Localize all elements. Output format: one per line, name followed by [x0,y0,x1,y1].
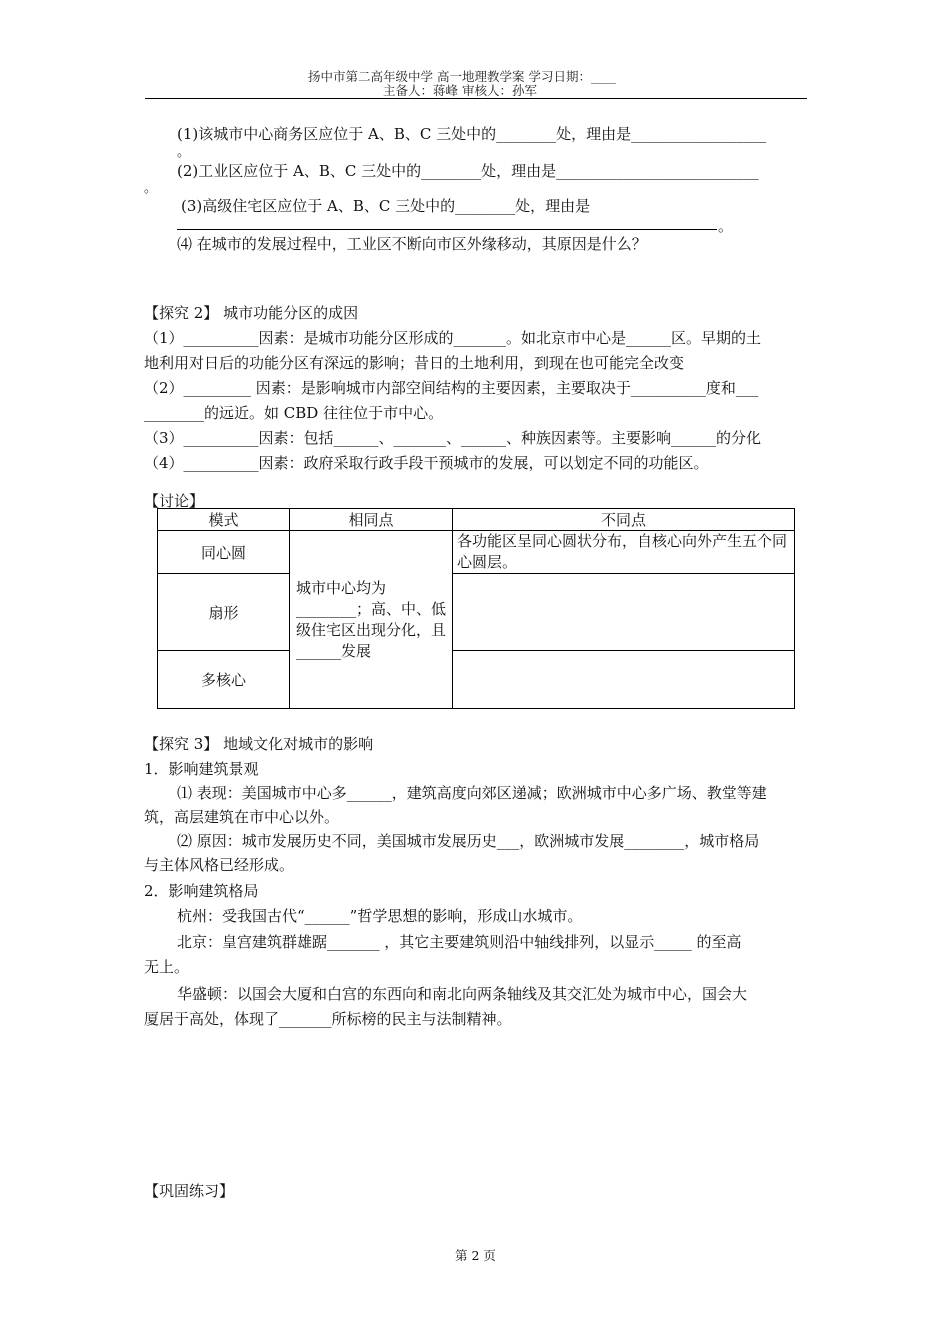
question-2: (2)工业区应位于 A、B、C 三处中的________处，理由是___________________________ [177,162,759,180]
diff-sector [453,574,795,651]
practice-title: 【巩固练习】 [144,1182,235,1200]
explore3-hangzhou: 杭州：受我国古代“______”哲学思想的影响，形成山水城市。 [177,907,583,925]
explore3-washington-cont: 厦居于高处，体现了_______所标榜的民主与法制精神。 [144,1010,512,1028]
explore3-section-2: 2．影响建筑格局 [144,882,259,900]
header-mode: 模式 [158,509,290,531]
explore2-line-6: （4）__________因素：政府采取行政手段干预城市的发展，可以划定不同的功能区。 [144,454,709,472]
explore2-line-2: 地利用对日后的功能分区有深远的影响；昔日的土地利用，到现在也可能完全改变 [144,354,685,372]
explore3-title: 【探究 3】 地域文化对城市的影响 [144,735,374,753]
header-difference: 不同点 [453,509,795,531]
discussion-table [157,508,795,709]
explore2-line-5: （3）__________因素：包括______、_______、______、种族因素等。主要影响______的分化 [144,429,762,447]
question-1-end: 。 [177,145,191,160]
explore2-line-4: ________的远近。如 CBD 往往位于市中心。 [144,404,444,422]
explore3-1b-cont: 与主体风格已经形成。 [144,856,295,874]
header-common: 相同点 [290,509,453,531]
question-3: (3)高级住宅区应位于 A、B、C 三处中的________处，理由是 [181,197,591,215]
header-line-2: 主备人：蒋峰 审核人：孙军 [383,83,537,98]
explore3-1b: ⑵ 原因：城市发展历史不同，美国城市发展历史___，欧洲城市发展________，城市格局 [177,832,760,850]
explore2-line-3: （2）_________ 因素：是影响城市内部空间结构的主要因素，主要取决于__________度和___ [144,379,759,397]
question-2-end: 。 [144,181,158,196]
table-header-row [158,509,795,531]
row-concentric: 同心圆 [158,531,290,574]
common-points-cell: 城市中心均为________；高、中、低级住宅区出现分化，且______发展 [290,531,453,709]
question-4: ⑷ 在城市的发展过程中，工业区不断向市区外缘移动，其原因是什么？ [177,235,647,253]
explore2-title: 【探究 2】 城市功能分区的成因 [144,304,359,322]
page-number: 第 2 页 [455,1248,496,1263]
question-1: (1)该城市中心商务区应位于 A、B、C 三处中的________处，理由是__________________ [177,125,767,143]
table-row [158,531,795,574]
explore3-beijing-cont: 无上。 [144,958,190,976]
explore3-1a-cont: 筑，高层建筑在市中心以外。 [144,808,340,826]
explore3-section-1: 1．影响建筑景观 [144,760,259,778]
table-row [158,651,795,709]
header-rule [145,98,807,99]
explore3-1a: ⑴ 表现：美国城市中心多______，建筑高度向郊区递减；欧洲城市中心多广场、教堂等建 [177,784,767,802]
table-row [158,574,795,651]
explore3-beijing: 北京：皇宫建筑群雄踞_______ ，其它主要建筑则沿中轴线排列，以显示_____ 的至高 [177,933,742,951]
question-3-answer-line [177,229,717,230]
row-sector: 扇形 [158,574,290,651]
diff-multi-nuclei [453,651,795,709]
explore3-washington: 华盛顿：以国会大厦和白宫的东西向和南北向两条轴线及其交汇处为城市中心，国会大 [177,985,748,1003]
discussion-title: 【讨论】 [144,492,205,510]
question-3-end: 。 [718,217,734,235]
row-multi-nuclei: 多核心 [158,651,290,709]
explore2-line-1: （1）__________因素：是城市功能分区形成的_______。如北京市中心是______区。早期的土 [144,329,762,347]
header-line-1: 扬中市第二高年级中学 高一地理教学案 学习日期：____ [308,69,616,84]
diff-concentric: 各功能区呈同心圆状分布，自核心向外产生五个同心圆层。 [453,531,795,574]
